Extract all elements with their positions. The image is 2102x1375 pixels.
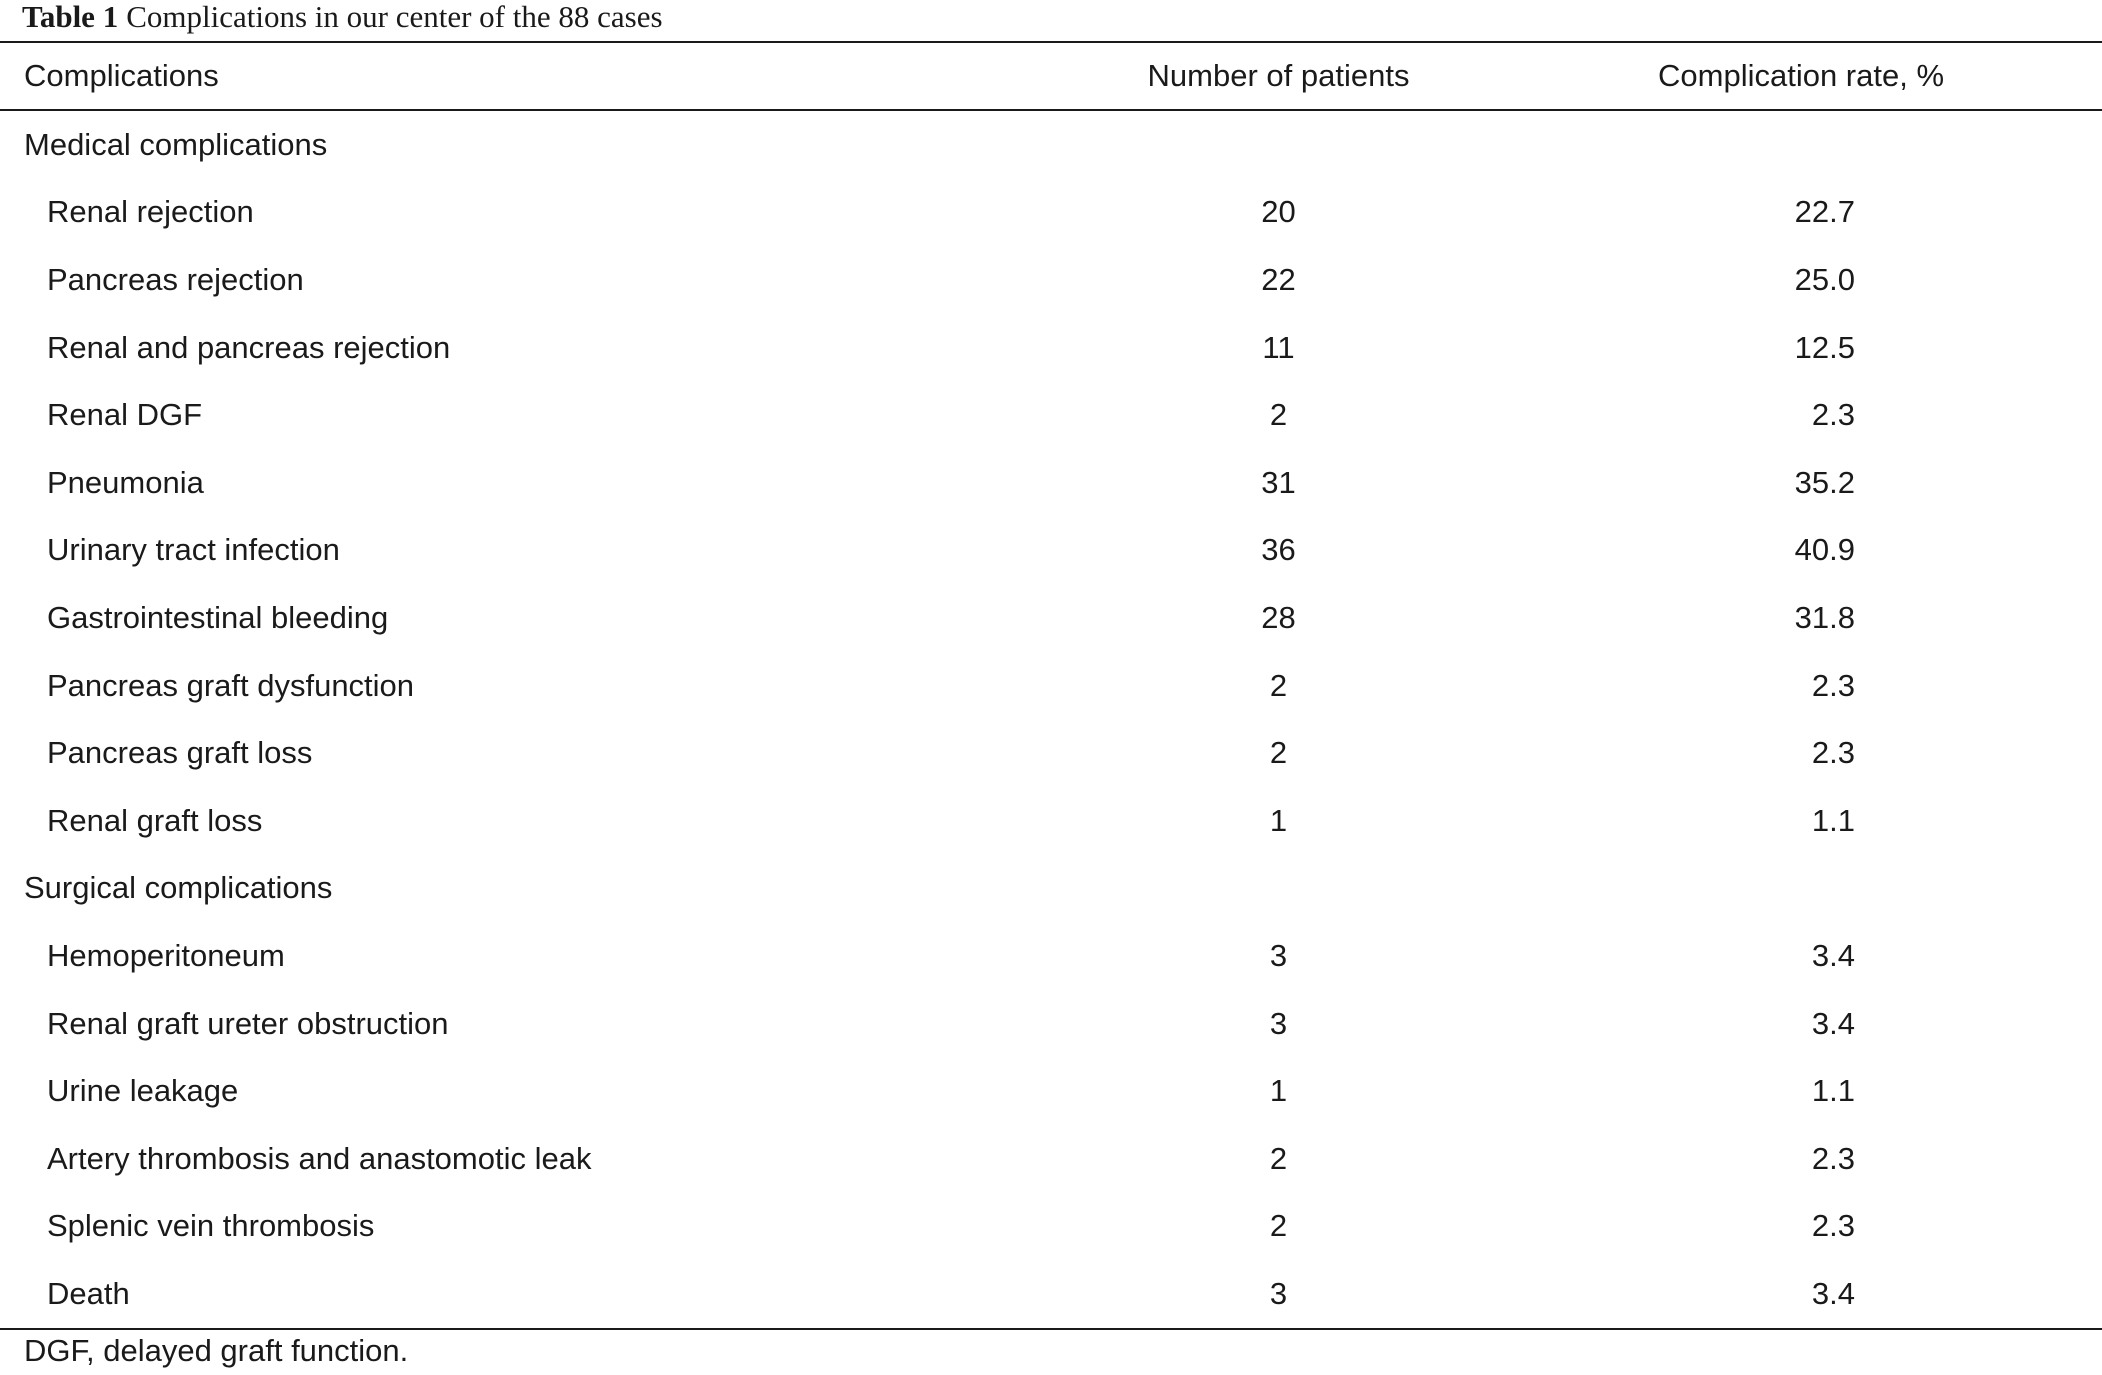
patients-count: 3 [1269, 1275, 1288, 1311]
section-title: Medical complications [24, 126, 328, 162]
table-row [0, 1260, 2102, 1328]
section-row [0, 111, 2102, 179]
patients-count: 2 [1269, 1208, 1288, 1244]
table-row [0, 1125, 2102, 1193]
complication-name: Pancreas rejection [47, 261, 304, 297]
table-row [0, 246, 2102, 314]
complication-rate: 1.1 [1811, 802, 1855, 838]
complication-name: Renal and pancreas rejection [47, 329, 451, 365]
patients-count: 3 [1269, 937, 1288, 973]
patients-count: 28 [1261, 599, 1296, 635]
complication-rate: 3.4 [1811, 1275, 1855, 1311]
table-row [0, 719, 2102, 787]
complication-name: Splenic vein thrombosis [47, 1208, 375, 1244]
header-complication-rate: Complication rate, % [1658, 58, 1945, 93]
header-complications: Complications [24, 58, 219, 93]
patients-count: 3 [1269, 1005, 1288, 1041]
table-row [0, 990, 2102, 1058]
complication-name: Renal DGF [47, 397, 203, 433]
complication-name: Death [47, 1275, 130, 1311]
table-row [0, 1057, 2102, 1125]
table-footnote: DGF, delayed graft function. [24, 1333, 409, 1368]
table-row [0, 652, 2102, 720]
table-caption [22, 0, 663, 34]
complication-name: Gastrointestinal bleeding [47, 599, 389, 635]
complication-name: Urinary tract infection [47, 532, 340, 568]
section-title: Surgical complications [24, 870, 333, 906]
complication-name: Renal graft loss [47, 802, 263, 838]
complication-rate: 40.9 [1794, 532, 1855, 568]
table-caption-label: Table 1 [22, 0, 119, 34]
patients-count: 11 [1262, 329, 1295, 365]
table-row [0, 179, 2102, 247]
complication-rate: 3.4 [1811, 937, 1855, 973]
table-row [0, 584, 2102, 652]
complication-rate: 2.3 [1811, 1208, 1855, 1244]
table-row [0, 517, 2102, 585]
complications-table [0, 41, 2102, 1330]
complication-rate: 2.3 [1811, 1140, 1855, 1176]
table-row [0, 787, 2102, 855]
table-row [0, 449, 2102, 517]
patients-count: 1 [1269, 1073, 1288, 1109]
complication-name: Hemoperitoneum [47, 937, 285, 973]
complication-name: Pneumonia [47, 464, 204, 500]
complication-rate: 35.2 [1794, 464, 1855, 500]
section-row [0, 855, 2102, 923]
complication-name: Renal rejection [47, 194, 254, 230]
table-header-row [0, 43, 2102, 111]
patients-count: 2 [1269, 667, 1288, 703]
patients-count: 20 [1261, 194, 1296, 230]
complication-rate: 3.4 [1811, 1005, 1855, 1041]
complication-name: Pancreas graft loss [47, 735, 313, 771]
patients-count: 2 [1269, 397, 1288, 433]
complication-name: Renal graft ureter obstruction [47, 1005, 449, 1041]
patients-count: 2 [1269, 1140, 1288, 1176]
table-row [0, 922, 2102, 990]
patients-count: 31 [1261, 464, 1296, 500]
complication-rate: 25.0 [1794, 261, 1855, 297]
patients-count: 22 [1261, 261, 1296, 297]
complication-name: Artery thrombosis and anastomotic leak [47, 1140, 592, 1176]
complication-rate: 12.5 [1794, 329, 1855, 365]
header-number-of-patients: Number of patients [1147, 58, 1410, 93]
complication-rate: 2.3 [1811, 735, 1855, 771]
complication-rate: 2.3 [1811, 397, 1855, 433]
complication-name: Urine leakage [47, 1073, 239, 1109]
complication-rate: 1.1 [1811, 1073, 1855, 1109]
complication-name: Pancreas graft dysfunction [47, 667, 415, 703]
table-caption-text: Complications in our center of the 88 cases [126, 0, 663, 34]
table-row [0, 314, 2102, 382]
patients-count: 36 [1261, 532, 1296, 568]
complication-rate: 22.7 [1794, 194, 1855, 230]
patients-count: 2 [1269, 735, 1288, 771]
table-row [0, 1193, 2102, 1261]
complication-rate: 2.3 [1811, 667, 1855, 703]
patients-count: 1 [1269, 802, 1288, 838]
table-row [0, 381, 2102, 449]
complication-rate: 31.8 [1794, 599, 1855, 635]
